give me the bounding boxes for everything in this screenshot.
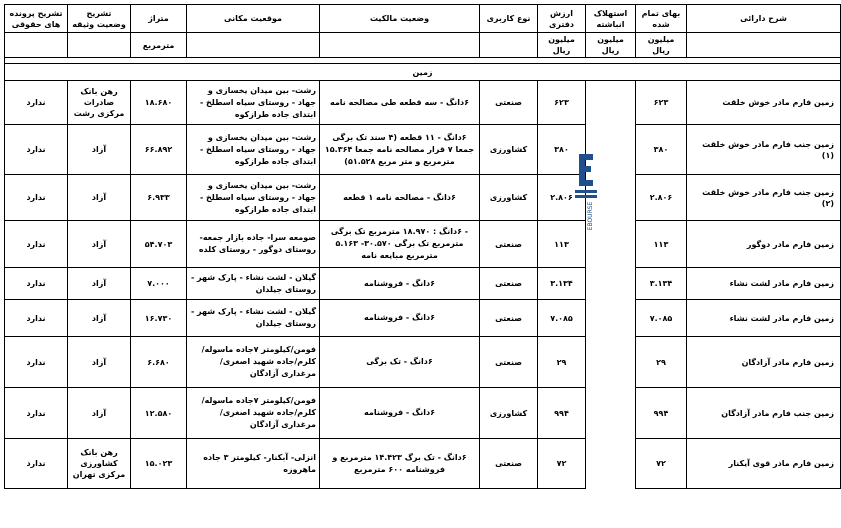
location-cell: فومن/کیلومتر ۷جاده ماسوله/کلرم/جاده شهید اصغری/مرغداری آزادگان [187,337,320,388]
location-cell: گیلان - لشت نشاء - پارک شهر - روستای جیلدان [187,300,320,337]
document-status-cell: آزاد [68,337,131,388]
depreciation-cell [586,388,636,439]
book-value-cell: ۱۱۳ [538,221,586,268]
document-status-cell: آزاد [68,268,131,300]
full-cost-cell: ۲.۸۰۶ [636,175,687,221]
full-cost-cell: ۳۸۰ [636,125,687,175]
location-cell: گیلان - لشت نشاء - پارک شهر - روستای جیلدان [187,268,320,300]
legal-cases-cell: ندارد [5,337,68,388]
section-title: زمین [5,64,841,81]
legal-cases-cell: ندارد [5,175,68,221]
document-status-cell: آزاد [68,175,131,221]
header-asset-description: شرح دارائی [687,5,841,33]
book-value-cell: ۲.۸۰۶ [538,175,586,221]
logo-text: EBOURSE [587,201,594,231]
asset-description-cell: زمین جنب فارم مادر خوش خلقت (۲) [687,175,841,221]
depreciation-cell [586,81,636,125]
ownership-status-cell: ۶دانگ - فروشنامه [320,268,480,300]
asset-description-cell: زمین فارم مادر خوش خلقت [687,81,841,125]
location-cell: رشت- بین میدان یخسازی و جهاد - روستای سیاه اسطلخ - ابتدای جاده طرازکوه [187,81,320,125]
header-document-status: تشریح وضعیت وثیقه [68,5,131,33]
location-cell: صومعه سرا- جاده بازار جمعه- روستای دوگور - روستای کلده [187,221,320,268]
unit-row [5,33,841,58]
area-cell: ۱۸.۶۸۰ [131,81,187,125]
book-value-cell: ۷۲ [538,439,586,489]
book-value-cell: ۳۸۰ [538,125,586,175]
ownership-status-cell: ۶دانگ - تک برگ ۱۴.۴۲۳ مترمربع و فروشنامه ۶۰۰ مترمربع [320,439,480,489]
table-row [5,221,841,268]
area-cell: ۱۵.۰۲۳ [131,439,187,489]
area-cell: ۶۶.۸۹۲ [131,125,187,175]
header-ownership-status: وضعیت مالکیت [320,5,480,33]
asset-description-cell: زمین جنب فارم مادر خوش خلقت (۱) [687,125,841,175]
table-row [5,81,841,125]
table-row [5,125,841,175]
section-row [5,64,841,81]
full-cost-cell: ۲۹ [636,337,687,388]
document-status-cell: رهن بانک کشاورزی مرکزی تهران [68,439,131,489]
unit-area: مترمربع [131,33,187,58]
location-cell: رشت- بین میدان یخسازی و جهاد - روستای سیاه اسطلخ - ابتدای جاده طرازکوه [187,175,320,221]
header-area: متراژ [131,5,187,33]
asset-description-cell: زمین فارم مادر دوگور [687,221,841,268]
usage-type-cell: صنعتی [480,337,538,388]
header-location: موقعیت مکانی [187,5,320,33]
assets-table [4,4,841,489]
ownership-status-cell: - ۶دانگ : ۱۸.۹۷۰ مترمربع تک برگی مترمربع تک برگی ۳۰.۵۷۰- ۵.۱۶۳ مترمربع مبایعه نامه [320,221,480,268]
asset-description-cell: زمین فارم مادر قوی آیکنار [687,439,841,489]
asset-description-cell: زمین فارم مادر آزادگان [687,337,841,388]
legal-cases-cell: ندارد [5,300,68,337]
header-accumulated-depreciation: استهلاک انباشته [586,5,636,33]
ownership-status-cell: ۶دانگ - تک برگی [320,337,480,388]
header-book-value: ارزش دفتری [538,5,586,33]
header-legal-cases: تشریح پرونده های حقوقی [5,5,68,33]
area-cell: ۵۴.۷۰۳ [131,221,187,268]
usage-type-cell: صنعتی [480,81,538,125]
asset-description-cell: زمین فارم مادر لشت نشاء [687,268,841,300]
usage-type-cell: صنعتی [480,221,538,268]
ebourse-logo [567,150,605,240]
document-status-cell: آزاد [68,125,131,175]
area-cell: ۱۶.۷۳۰ [131,300,187,337]
table-row [5,388,841,439]
full-cost-cell: ۳.۱۳۴ [636,268,687,300]
full-cost-cell: ۷۲ [636,439,687,489]
depreciation-cell [586,439,636,489]
location-cell: رشت- بین میدان یخسازی و جهاد - روستای سیاه اسطلخ - ابتدای جاده طرازکوه [187,125,320,175]
depreciation-cell [586,268,636,300]
location-cell: فومن/کیلومتر ۷جاده ماسوله/کلرم/جاده شهید اصغری/مرغداری آزادگان [187,388,320,439]
ownership-status-cell: ۶دانگ - ۱۱ قطعه (۴ سند تک برگی جمعا ۷ قرار مصالحه نامه جمعا ۱۵.۳۶۴ مترمربع و متر مربع ۵۱.۵۲۸) [320,125,480,175]
usage-type-cell: کشاورزی [480,125,538,175]
depreciation-cell [586,300,636,337]
usage-type-cell: کشاورزی [480,388,538,439]
legal-cases-cell: ندارد [5,268,68,300]
book-value-cell: ۲۹ [538,337,586,388]
table-row [5,268,841,300]
ownership-status-cell: ۶دانگ - سه قطعه طی مصالحه نامه [320,81,480,125]
legal-cases-cell: ندارد [5,221,68,268]
header-usage-type: نوع کاربری [480,5,538,33]
unit-accumulated-depreciation: میلیون ریال [586,33,636,58]
depreciation-cell [586,337,636,388]
book-value-cell: ۷.۰۸۵ [538,300,586,337]
asset-description-cell: زمین فارم مادر لشت نشاء [687,300,841,337]
unit-full-cost: میلیون ریال [636,33,687,58]
table-row [5,175,841,221]
table-body [5,81,841,489]
ownership-status-cell: ۶دانگ - فروشنامه [320,388,480,439]
header-full-cost: بهای تمام شده [636,5,687,33]
book-value-cell: ۶۲۳ [538,81,586,125]
area-cell: ۶.۶۸۰ [131,337,187,388]
book-value-cell: ۳.۱۳۴ [538,268,586,300]
legal-cases-cell: ندارد [5,81,68,125]
document-status-cell: آزاد [68,300,131,337]
full-cost-cell: ۷.۰۸۵ [636,300,687,337]
document-status-cell: آزاد [68,221,131,268]
usage-type-cell: کشاورزی [480,175,538,221]
area-cell: ۷.۰۰۰ [131,268,187,300]
usage-type-cell: صنعتی [480,268,538,300]
asset-description-cell: زمین جنب فارم مادر آزادگان [687,388,841,439]
table-row [5,337,841,388]
area-cell: ۱۲.۵۸۰ [131,388,187,439]
legal-cases-cell: ندارد [5,125,68,175]
ownership-status-cell: ۶دانگ - مصالحه نامه ۱ قطعه [320,175,480,221]
full-cost-cell: ۶۲۳ [636,81,687,125]
usage-type-cell: صنعتی [480,300,538,337]
table-row [5,300,841,337]
area-cell: ۶.۹۳۳ [131,175,187,221]
ownership-status-cell: ۶دانگ - فروشنامه [320,300,480,337]
book-value-cell: ۹۹۴ [538,388,586,439]
usage-type-cell: صنعتی [480,439,538,489]
document-status-cell: آزاد [68,388,131,439]
header-row [5,5,841,33]
table-row [5,439,841,489]
full-cost-cell: ۱۱۳ [636,221,687,268]
legal-cases-cell: ندارد [5,439,68,489]
unit-book-value: میلیون ریال [538,33,586,58]
legal-cases-cell: ندارد [5,388,68,439]
full-cost-cell: ۹۹۴ [636,388,687,439]
document-status-cell: رهن بانک صادرات مرکزی رشت [68,81,131,125]
location-cell: انزلی- آبکنار- کیلومتر ۳ جاده ماهروزه [187,439,320,489]
